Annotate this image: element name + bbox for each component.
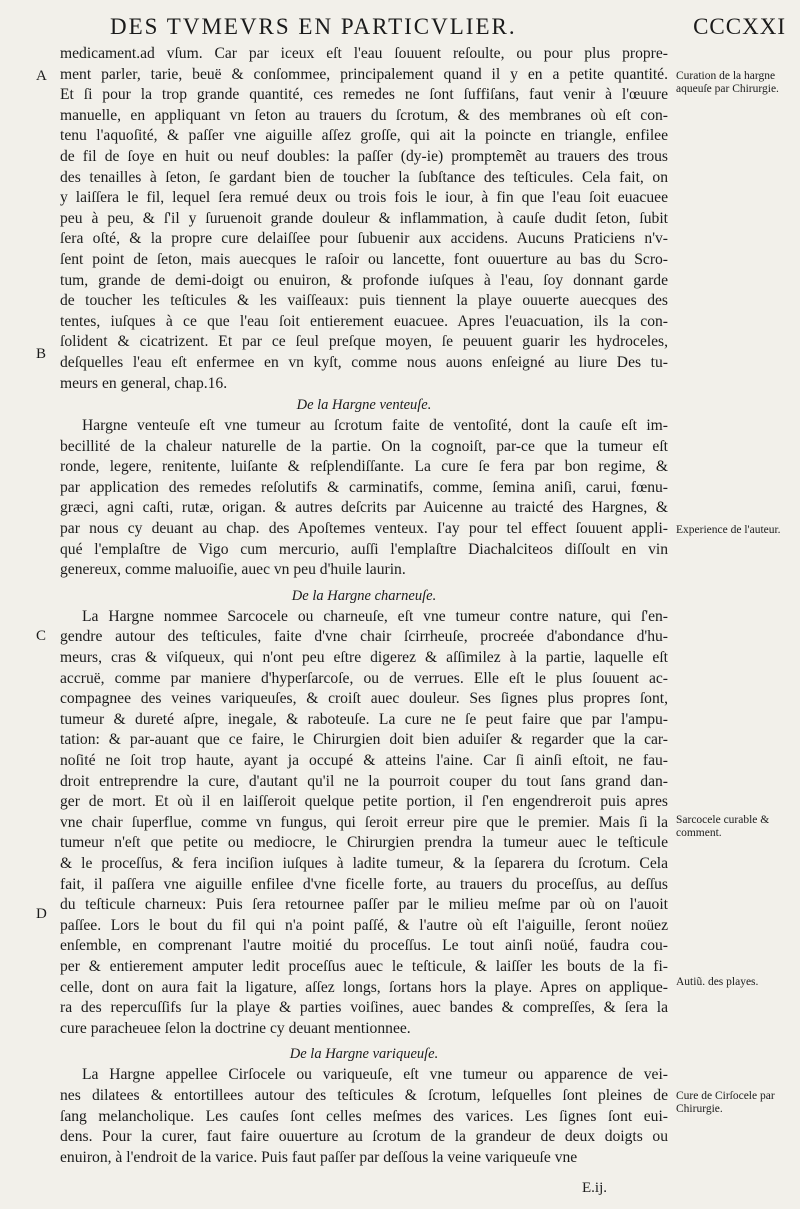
text-line: ment parler, tarie, beuë & conſommee, principalement quand il y en a petite quantité.	[60, 65, 668, 83]
margin-note-cirsocele: Cure de Cirſocele par Chirurgie.	[676, 1090, 775, 1115]
text-line: peu à peu, & ſ'il y ſuruenoit grande douleur & inflammation, à cauſe dudit ſeton, ſubit	[60, 209, 668, 227]
paragraph-hydrocele	[60, 44, 668, 394]
text-line: du teſticule charneux: Puis ſera retournee paſſer par le milieu meſme par où on l'auoit	[60, 896, 668, 914]
text-line: nes dilatees & entortillees autour des teſticules & ſcrotum, leſquelles ſont pleines de	[60, 1086, 668, 1104]
text-line: compagnee des veines variqueuſes, & croiſt auec douleur. Ses ſignes plus propres ſont,	[60, 690, 668, 708]
text-line: Hargne venteuſe eſt vne tumeur au ſcrotum faite de ventoſité, dont la cauſe eſt im-	[82, 417, 668, 435]
text-line: accruë, comme par maniere d'hyperſarcoſe, ou de verrues. Elle eſt le plus ſouuent ac-	[60, 669, 668, 687]
text-line: genereux, comme maluoiſie, auec vn peu d'huile laurin.	[60, 561, 406, 579]
side-letter-c: C	[36, 628, 47, 644]
text-line: celle, dont on aura fait la ligature, aſſez longs, ſortans hors la playe. Apres on applique-	[60, 978, 668, 996]
text-line: ſera oſté, & la propre cure delaiſſee pour ſubuenir aux accidens. Aucuns Praticiens n'v-	[60, 230, 668, 248]
text-line: ra des repercuſſifs ſur la playe & parties voiſines, auec bandes & compreſſes, & ſera la	[60, 999, 668, 1017]
margin-note-playes: Autiũ. des playes.	[676, 976, 759, 988]
text-line: La Hargne appellee Cirſocele ou variqueuſe, eſt vne tumeur ou apparence de vei-	[82, 1066, 668, 1084]
text-line: Et ſi pour la trop grande quantité, ces remedes ne ſont ſuffiſans, faut venir à l'œuure	[60, 86, 668, 104]
margin-note-sarcocele: Sarcocele curable & comment.	[676, 814, 770, 839]
text-line: ſolident & cicatrizent. Et par ce ſeul preſque moyen, ſe peuuent guarir les hydroceles,	[60, 333, 668, 351]
text-line: tenu l'aquoſité, & paſſer vne aiguille aſſez groſſe, qui ait la poincte en triangle, enfilee	[60, 127, 668, 145]
text-line: enuiron, à l'endroit de la varice. Puis faut paſſer par deſſous la veine variqueuſe vne	[60, 1148, 578, 1166]
text-line: gendre autour des teſticules, faite d'vne chair ſcirrheuſe, procreée d'abondance d'hu-	[60, 628, 668, 646]
text-line: becillité de la chaleur naturelle de la partie. On la cognoiſt, par-ce que la tumeur eſt	[60, 437, 668, 455]
text-line: de toucher les teſticules & les vaiſſeaux: puis tiennent la playe ouuerte auecques des	[60, 292, 668, 310]
heading-hargne-venteuse: De la Hargne venteuſe.	[296, 397, 432, 414]
margin-note-experience: Experience de l'auteur.	[676, 524, 781, 536]
text-line: meurs en general, chap.16.	[60, 374, 228, 392]
side-letter-d: D	[36, 906, 47, 922]
running-title: DES TVMEVRS EN PARTICVLIER.	[110, 14, 517, 39]
text-line: droit entreprendre la cure, d'autant qu'il ne la pourroit couper du tout ſans grand dan-	[60, 772, 668, 790]
text-line: tum, grande de demi-doigt ou enuiron, & profonde iuſques à l'eau, ſoy donnant garde	[60, 271, 668, 289]
text-line: noſité ne ſoit trop haute, ayant ja occupé & atteins l'aine. Car ſi ainſi eſtoit, ne fau-	[60, 752, 668, 769]
text-line: manuelle, en appliquant vn ſeton au trauers du ſcrotum, & des membranes où eſt con-	[60, 106, 668, 124]
text-line: tation: & par-auant que ce faire, le Chirurgien doit bien aduiſer & regarder que la car-	[60, 731, 668, 749]
folio-number: CCCXXI	[693, 14, 786, 39]
text-line: tentes, iuſques à ce que l'eau ſoit entierement euacuee. Apres l'euacuation, ils la con-	[60, 312, 668, 330]
text-line: qué l'emplaſtre de Vigo cum mercurio, auſſi l'emplaſtre Diachalciteos diſſoult en vin	[60, 540, 668, 558]
heading-hargne-variqueuse: De la Hargne variqueuſe.	[289, 1046, 439, 1063]
text-line: tumeur n'eſt que petite ou mediocre, le Chirurgien prendra la tumeur auec le teſticule	[60, 834, 668, 852]
signature-mark: E.ij.	[582, 1180, 607, 1196]
text-line: par application des remedes reſolutifs & carminatifs, comme, ſemina aniſi, carui, fœnu-	[60, 478, 668, 496]
side-letter-a: A	[36, 68, 47, 84]
text-line: meurs, cras & viſqueux, qui n'ont peu eſtre digerez & aſſimilez à la partie, laquelle eſt	[60, 649, 668, 667]
text-line: y laiſſera le fil, lequel ſera remué deux ou trois fois le iour, à fin que l'eau ſoit euacuee	[60, 189, 668, 207]
text-line: La Hargne nommee Sarcocele ou charneuſe, eſt vne tumeur contre nature, qui ſ'en-	[82, 607, 668, 625]
text-line: cure paracheuee ſelon la doctrine cy deuant mentionnee.	[60, 1019, 411, 1037]
text-line: deſquelles l'eau eſt enfermee en vn kyſt, comme nous auons enſeigné au liure Des tu-	[60, 353, 668, 371]
paragraph-venteuse	[60, 416, 668, 581]
text-line: & le proceſſus, & fera inciſion iuſques à ladite tumeur, & la ſeparera du ſcrotum. Cela	[60, 854, 668, 872]
text-line: par nous cy deuant au chap. des Apoſtemes venteux. I'ay pour tel effect ſouuent appli-	[60, 520, 668, 538]
margin-note-curation: Curation de la hargne aqueuſe par Chirurgie.	[676, 70, 779, 95]
text-line: per & entierement amputer ledit proceſſus auec le teſticule, & laiſſer les bouts de la fi-	[60, 957, 668, 975]
text-line: enſemble, en comprenant l'autre moitié du proceſſus. Le tout ainſi noüé, faudra cou-	[60, 937, 668, 955]
text-line: ſent point de ſeton, mais auecques le raſoir ou lancette, font ouuerture au bas du Scro-	[60, 250, 668, 268]
side-letter-b: B	[36, 346, 47, 362]
heading-hargne-charneuse: De la Hargne charneuſe.	[291, 587, 437, 604]
text-line: ronde, legere, renitente, luiſante & reſplendiſſante. La cure ſe fera par bon regime, &	[60, 458, 668, 476]
text-line: fait, il paſſera vne aiguille enfilee d'vne ficelle forte, au trauers du proceſſus, au deſſus	[60, 875, 668, 893]
text-line: tumeur & dureté aſpre, inegale, & raboteuſe. La cure ne ſe peut faire que par l'ampu-	[60, 710, 668, 728]
paragraph-variqueuse	[60, 1065, 668, 1168]
text-line: dens. Pour la curer, faut faire ouuerture au ſcrotum de la grandeur de deux doigts ou	[60, 1128, 668, 1146]
text-line: vne chair ſuperflue, comme vn fungus, qui ſeroit erreur pire que le premier. Mais ſi la	[60, 813, 668, 831]
paragraph-charneuse	[60, 607, 668, 1039]
main-text	[60, 44, 668, 1168]
text-line: ſang melancholique. Les cauſes ſont celles meſmes des varices. Les ſignes ſont eui-	[60, 1107, 668, 1125]
text-line: paſſee. Lors le bout du fil qui n'a point paſſé, & l'autre où eſt l'aiguille, ſeront noüez	[60, 916, 668, 934]
text-line: græci, agni caſti, rutæ, origan. & autres deſcrits par Auicenne au traicté des Hargnes, &	[60, 499, 668, 517]
text-line: medicament.ad vſum. Car par iceux eſt l'eau ſouuent reſoulte, ou pour plus propre-	[60, 45, 668, 62]
text-line: des tenailles à ſeton, ſe gardant bien de toucher la ſubſtance des teſticules. Cela fait, on	[60, 168, 668, 186]
text-line: de fil de ſoye en huit ou neuf doubles: la paſſer (dy-ie) promptemẽt au trauers des trous	[60, 147, 668, 165]
text-line: ger de mort. Et où il en laiſſeroit quelque petite portion, il ſ'en engendreroit puis apres	[60, 793, 668, 811]
